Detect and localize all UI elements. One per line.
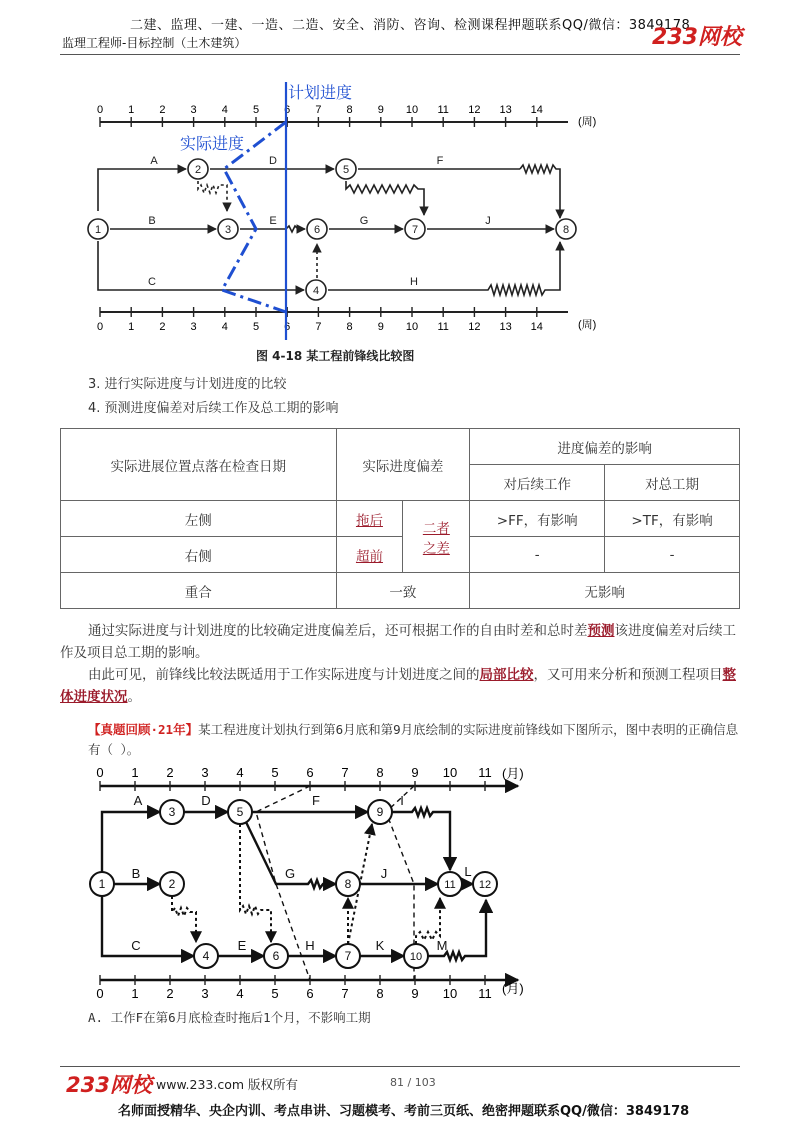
fig2-node-label: 5: [236, 805, 244, 819]
fig2-top-axis-tick-label: 7: [341, 765, 349, 780]
axis-unit-bottom: (周): [578, 319, 597, 331]
comparison-table: [60, 428, 740, 609]
fig2-activity-J: J: [380, 866, 388, 881]
fig2-bottom-axis-tick-label: 4: [236, 986, 244, 1000]
fig1-bottom-axis-tick-label: 5: [252, 321, 260, 333]
fig2-bottom-axis-tick-label: 10: [442, 986, 458, 1000]
node-5-label: 5: [342, 164, 350, 176]
p2-text-b: ，又可用来分析和预测工程项目: [533, 667, 723, 683]
table-row: [61, 501, 740, 537]
fig1-bottom-axis-tick-label: 6: [284, 321, 291, 333]
node-2-label: 2: [194, 164, 202, 176]
fig2-activity-B: B: [131, 866, 141, 881]
fig1-bottom-axis-tick-label: 3: [190, 321, 197, 333]
question-block: [88, 720, 748, 760]
p1-text-b: 该进度偏差对后续工作及项目总工期的影响。: [60, 623, 736, 661]
fig2-node-label: 4: [202, 949, 210, 963]
fig1-top-axis-tick-label: 13: [499, 104, 512, 116]
fig1-top-axis-tick-label: 6: [284, 104, 291, 116]
activity-label-F: F: [436, 155, 444, 167]
fig2-activity-C: C: [131, 938, 141, 953]
table-subheader-next: 对后续工作: [470, 465, 605, 501]
p1-text-a: 通过实际进度与计划进度的比较确定进度偏差后，还可根据工作的自由时差和总时差: [88, 623, 588, 639]
p2-text-c: 。: [127, 689, 141, 705]
fig2-bottom-axis-tick-label: 9: [411, 986, 419, 1000]
footer-site: www.233.com 版权所有: [156, 1077, 298, 1092]
plan-label: 计划进度: [288, 85, 353, 102]
table-header-effect: 进度偏差的影响: [470, 429, 740, 465]
fig1-top-axis-tick-label: 5: [252, 104, 260, 116]
fig1-bottom-axis-tick-label: 1: [128, 321, 135, 333]
fig2-axis-unit-bottom: (月): [502, 981, 524, 996]
fig1-bottom-axis-tick-label: 7: [315, 321, 322, 333]
node-6-label: 6: [313, 224, 321, 236]
table-cell-total: -: [605, 537, 740, 573]
axis-unit: (周): [578, 116, 597, 128]
fig2-bottom-axis-tick-label: 7: [341, 986, 349, 1000]
node-7-label: 7: [411, 224, 419, 236]
deviation-ahead: 超前: [355, 548, 383, 565]
fig1-top-axis-tick-label: 8: [346, 104, 353, 116]
fig2-activity-K: K: [375, 938, 385, 953]
activity-label-C: C: [148, 276, 156, 288]
arrow-C: [102, 896, 194, 956]
fig2-bottom-axis-tick-label: 11: [478, 986, 492, 1000]
fig1-bottom-axis-tick-label: 12: [468, 321, 481, 333]
p2-text-a: 由此可见，前锋线比较法既适用于工作实际进度与计划进度之间的: [88, 667, 480, 683]
fig2-node-label: 11: [444, 879, 456, 891]
fig2-node-label: 3: [168, 805, 176, 819]
fig1-top-axis-tick-label: 11: [437, 104, 449, 116]
footer-divider: [60, 1066, 740, 1067]
fig2-top-axis-tick-label: 6: [306, 765, 314, 780]
p1-keyword: 预测: [587, 623, 615, 639]
fig2-activity-F: F: [312, 793, 320, 808]
question-text: 某工程进度计划执行到第6月底和第9月底绘制的实际进度前锋线如下图所示，图中表明的正确信息有（ ）。: [88, 722, 739, 757]
table-cell-position: 右侧: [61, 537, 337, 573]
list-item-3: 3. 进行实际进度与计划进度的比较: [88, 377, 287, 392]
fig2-top-axis-tick-label: 1: [131, 765, 139, 780]
figure-frontline-chart: [60, 78, 700, 340]
fig2-node-label: 2: [168, 877, 176, 891]
fig2-bottom-axis-tick-label: 2: [166, 986, 174, 1000]
dummy-2-4: [172, 896, 196, 942]
node-8-label: 8: [562, 224, 570, 236]
question-tag: 【真题回顾·21年】: [88, 722, 199, 737]
fig1-bottom-axis-tick-label: 13: [499, 321, 512, 333]
fig2-top-axis-tick-label: 10: [442, 765, 458, 780]
fig2-top-axis-tick-label: 2: [166, 765, 174, 780]
fig2-node-label: 8: [344, 877, 352, 891]
table-cell-position: 左侧: [61, 501, 337, 537]
fig2-bottom-axis-tick-label: 6: [306, 986, 314, 1000]
deviation-lag: 拖后: [355, 512, 383, 529]
fig1-top-axis-tick-label: 4: [221, 104, 228, 116]
header-divider: [60, 54, 740, 55]
table-subheader-total: 对总工期: [605, 465, 740, 501]
fig1-top-axis-tick-label: 7: [315, 104, 322, 116]
activity-H: [328, 242, 560, 295]
fig2-top-axis-tick-label: 3: [201, 765, 209, 780]
table-cell-next: -: [470, 537, 605, 573]
fig2-node-label: 7: [344, 949, 352, 963]
fig2-node-label: 10: [409, 951, 423, 963]
option-a: A. 工作F在第6月底检查时拖后1个月，不影响工期: [88, 1010, 371, 1025]
activity-F-float: [520, 165, 560, 218]
fig2-bottom-axis-tick-label: 0: [96, 986, 104, 1000]
fig2-activity-D: D: [201, 793, 211, 808]
fig2-axis-unit: (月): [502, 766, 524, 781]
table-cell-merged: [403, 501, 470, 573]
table-cell-next: >FF，有影响: [470, 501, 605, 537]
table-cell-deviation: [336, 501, 403, 537]
fig2-activity-E: E: [237, 938, 247, 953]
table-cell-position: 重合: [61, 573, 337, 609]
list-item-4: 4. 预测进度偏差对后续工作及总工期的影响: [88, 401, 339, 416]
fig1-bottom-axis-tick-label: 14: [530, 321, 543, 333]
activity-label-J: J: [485, 215, 491, 227]
fig1-top-axis-tick-label: 14: [530, 104, 543, 116]
figure1-caption: 图 4-18 某工程前锋线比较图: [256, 349, 415, 363]
paragraph-1: [60, 620, 740, 664]
activity-label-E: E: [269, 215, 277, 227]
fig1-bottom-axis-tick-label: 11: [437, 321, 449, 333]
fig1-top-axis-tick-label: 3: [190, 104, 197, 116]
fig2-activity-G: G: [284, 866, 296, 881]
fig2-activity-H: H: [305, 938, 315, 953]
fig2-bottom-axis-tick-label: 3: [201, 986, 209, 1000]
p2-keyword-2: 整体进度状况: [60, 667, 736, 705]
fig2-activity-M: M: [436, 938, 448, 953]
fig1-top-axis-tick-label: 0: [96, 104, 104, 116]
fig1-bottom-axis-tick-label: 9: [377, 321, 384, 333]
table-header-deviation: 实际进度偏差: [336, 429, 470, 501]
node-3-label: 3: [224, 224, 232, 236]
p2-keyword-1: 局部比较: [479, 667, 534, 683]
footer-bottom-line: 名师面授精华、央企内训、考点串讲、习题模考、考前三页纸、绝密押题联系QQ/微信：3849178: [118, 1104, 690, 1119]
paragraph-2: [60, 664, 740, 708]
fig2-top-axis-tick-label: 4: [236, 765, 244, 780]
fig2-node-label: 1: [98, 877, 106, 891]
actual-label: 实际进度: [180, 136, 245, 153]
node-1-label: 1: [94, 224, 102, 236]
header-top-line: 二建、监理、一建、一造、二造、安全、消防、咨询、检测课程押题联系QQ/微信：3849178: [130, 18, 691, 33]
fig2-bottom-axis-tick-label: 5: [271, 986, 279, 1000]
fig2-node-label: 6: [272, 949, 280, 963]
activity-label-H: H: [410, 276, 418, 288]
fig2-top-axis-tick-label: 11: [478, 765, 492, 780]
fig1-bottom-axis-tick-label: 2: [159, 321, 166, 333]
fig2-top-axis-tick-label: 5: [271, 765, 279, 780]
activity-5-7: [346, 181, 424, 215]
activity-label-B: B: [148, 215, 156, 227]
fig1-bottom-axis-tick-label: 8: [346, 321, 353, 333]
fig2-activity-L: L: [464, 864, 472, 879]
figure-network-chart: [80, 760, 540, 1000]
fig2-top-axis-tick-label: 8: [376, 765, 384, 780]
node-4-label: 4: [312, 285, 320, 297]
table-cell-deviation: 一致: [336, 573, 470, 609]
arrow-I: [392, 808, 450, 870]
fig1-top-axis-tick-label: 12: [468, 104, 481, 116]
fig2-top-axis-tick-label: 9: [411, 765, 419, 780]
table-cell-deviation: [336, 537, 403, 573]
fig1-bottom-axis-tick-label: 0: [96, 321, 104, 333]
activity-label-D: D: [269, 155, 277, 167]
header-subtitle: 监理工程师-目标控制（土木建筑）: [62, 36, 247, 50]
table-row: [61, 573, 740, 609]
activity-A: [98, 169, 186, 211]
fig1-top-axis-tick-label: 9: [377, 104, 384, 116]
fig2-activity-I: I: [400, 793, 404, 808]
dummy-2-3: [198, 181, 227, 211]
table-header-position: 实际进展位置点落在检查日期: [61, 429, 337, 501]
table-cell-total: >TF，有影响: [605, 501, 740, 537]
fig2-node-label: 12: [478, 879, 492, 891]
fig2-bottom-axis-tick-label: 8: [376, 986, 384, 1000]
fig2-bottom-axis-tick-label: 1: [131, 986, 139, 1000]
activity-label-G: G: [359, 215, 369, 227]
header-logo: 233网校: [652, 25, 742, 50]
activity-C: [98, 241, 304, 290]
table-row: [61, 537, 740, 573]
page-number: 81 / 103: [390, 1076, 436, 1089]
fig1-bottom-axis-tick-label: 10: [405, 321, 419, 333]
fig1-top-axis-tick-label: 2: [159, 104, 166, 116]
fig2-node-label: 9: [376, 805, 384, 819]
fig1-top-axis-tick-label: 1: [128, 104, 135, 116]
fig1-top-axis-tick-label: 10: [405, 104, 419, 116]
merged-note-1: 二者: [422, 520, 450, 537]
footer-logo: 233网校: [66, 1073, 152, 1097]
fig2-activity-A: A: [133, 793, 143, 808]
fig1-bottom-axis-tick-label: 4: [221, 321, 228, 333]
fig2-top-axis-tick-label: 0: [96, 765, 104, 780]
table-cell-effect: 无影响: [470, 573, 740, 609]
merged-note-2: 之差: [422, 540, 450, 557]
arrow-A: [102, 812, 160, 872]
activity-label-A: A: [150, 155, 158, 167]
